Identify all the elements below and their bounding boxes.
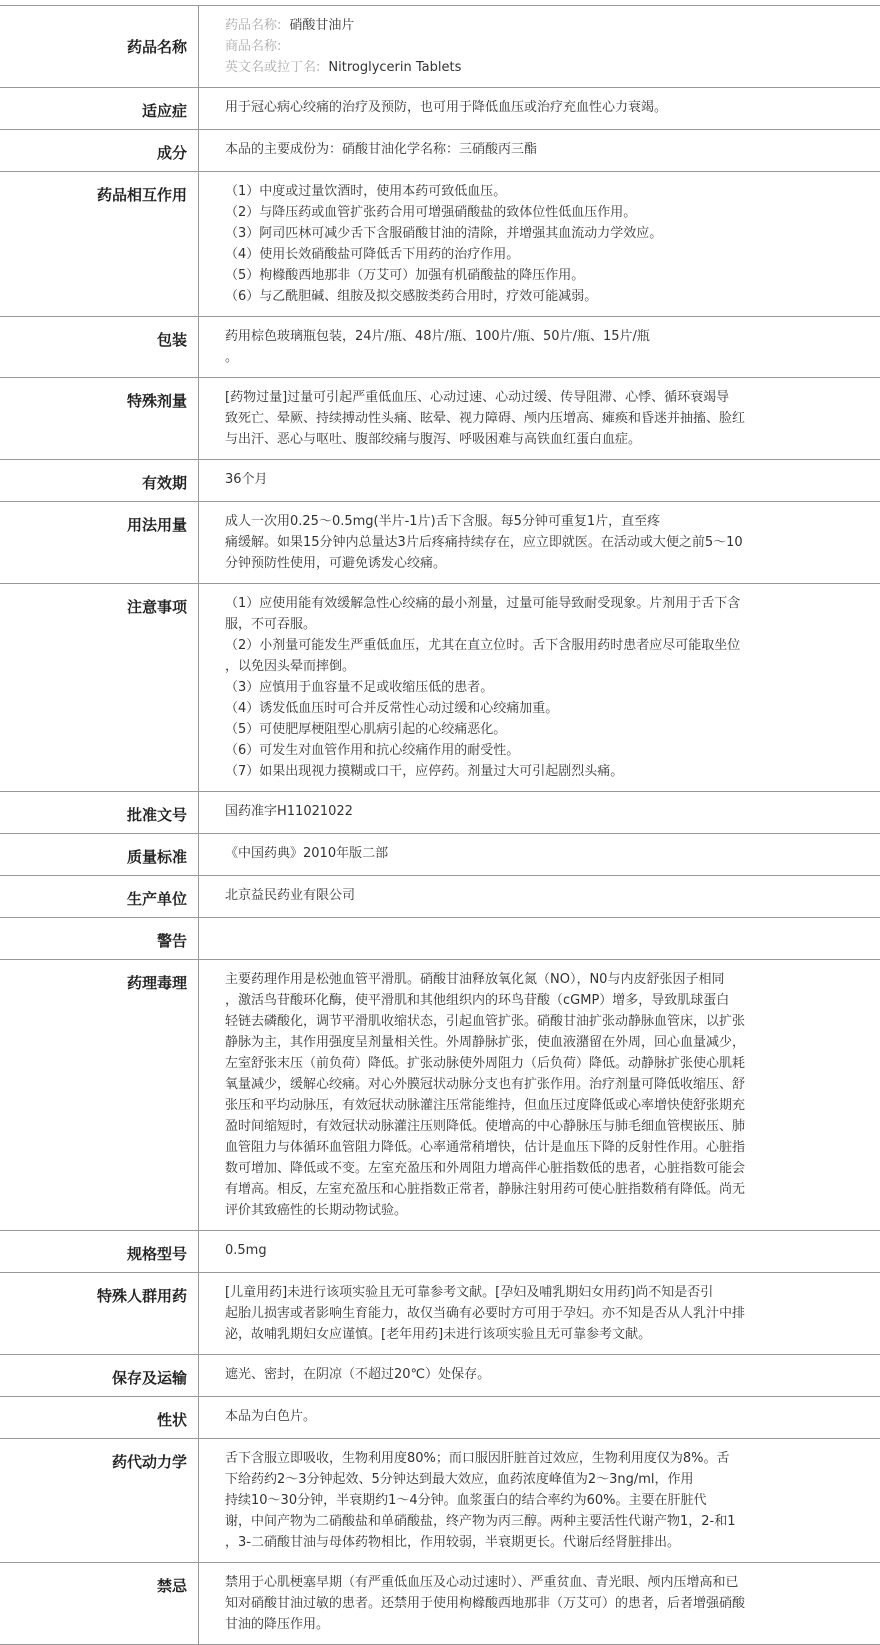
generic-name-line bbox=[225, 15, 800, 36]
row-value bbox=[199, 1231, 880, 1272]
row-value-line: 氧量减少，缓解心绞痛。对心外膜冠状动脉分支也有扩张作用。治疗剂量可降低收缩压、舒 bbox=[225, 1077, 746, 1092]
row-value-line: 盈时间缩短时，有效冠状动脉灌注压则降低。使增高的中心静脉压与肺毛细血管楔嵌压、肺 bbox=[225, 1119, 746, 1134]
row-value bbox=[199, 172, 880, 316]
row-label: 批准文号 bbox=[0, 792, 199, 833]
row-value-line: 主要药理作用是松弛血管平滑肌。硝酸甘油释放氧化氮（NO），N0与内皮舒张因子相同 bbox=[225, 972, 725, 987]
row-value-line: 用于冠心病心绞痛的治疗及预防，也可用于降低血压或治疗充血性心力衰竭。 bbox=[225, 100, 668, 115]
row-value-line: 禁用于心肌梗塞早期（有严重低血压及心动过速时）、严重贫血、青光眼、颅内压增高和已 bbox=[225, 1575, 739, 1590]
row-value-line: 甘油的降压作用。 bbox=[225, 1617, 330, 1632]
row-label: 包装 bbox=[0, 317, 199, 377]
row-value-line: 数可增加、降低或不变。左室充盈压和外周阻力增高伴心脏指数低的患者，心脏指数可能会 bbox=[225, 1161, 746, 1176]
row-label: 用法用量 bbox=[0, 502, 199, 583]
row-value-line: 36个月 bbox=[225, 472, 268, 487]
row-label: 药品相互作用 bbox=[0, 172, 199, 316]
english-name-key: 英文名或拉丁名: bbox=[225, 60, 321, 75]
row-value-line: 痛缓解。如果15分钟内总量达3片后疼痛持续存在，应立即就医。在活动或大便之前5～10 bbox=[225, 535, 743, 550]
row-value-line: （3）应慎用于血容量不足或收缩压低的患者。 bbox=[225, 680, 494, 695]
row-value bbox=[199, 1273, 880, 1354]
row-value bbox=[199, 584, 880, 791]
generic-name-key: 药品名称: bbox=[225, 18, 282, 33]
row-value bbox=[199, 317, 880, 377]
row-value-line: 起胎儿损害或者影响生育能力，故仅当确有必要时方可用于孕妇。亦不知是否从人乳汁中排 bbox=[225, 1306, 746, 1321]
row-label: 注意事项 bbox=[0, 584, 199, 791]
row-value-line: 泌，故哺乳期妇女应谨慎。[老年用药]未进行该项实验且无可靠参考文献。 bbox=[225, 1327, 652, 1342]
row-value-line: （2）与降压药或血管扩张药合用可增强硝酸盐的致体位性低血压作用。 bbox=[225, 205, 637, 220]
row-value-line: 本品为白色片。 bbox=[225, 1409, 317, 1424]
row-value bbox=[199, 792, 880, 833]
info-row bbox=[0, 172, 880, 317]
row-value-line: （4）诱发低血压时可合并反常性心动过缓和心绞痛加重。 bbox=[225, 701, 559, 716]
row-label: 禁忌 bbox=[0, 1563, 199, 1644]
row-value-line: 与出汗、恶心与呕吐、腹部绞痛与腹泻、呼吸困难与高铁血红蛋白血症。 bbox=[225, 432, 642, 447]
row-label: 药代动力学 bbox=[0, 1439, 199, 1562]
row-value-line: 致死亡、晕厥、持续搏动性头痛、眩晕、视力障碍、颅内压增高、瘫痪和昏迷并抽搐、脸红 bbox=[225, 411, 746, 426]
row-value-line: 。 bbox=[225, 350, 239, 365]
row-label: 成分 bbox=[0, 130, 199, 171]
row-value-line: 谢，中间产物为二硝酸盐和单硝酸盐，终产物为丙三醇。两种主要活性代谢产物1，2-和1 bbox=[225, 1514, 736, 1529]
row-value-line: 下给药约2～3分钟起效、5分钟达到最大效应，血药浓度峰值为2～3ng/ml，作用 bbox=[225, 1472, 694, 1487]
row-label: 警告 bbox=[0, 918, 199, 959]
row-value-line: （6）与乙酰胆碱、组胺及拟交感胺类药合用时，疗效可能减弱。 bbox=[225, 289, 598, 304]
row-value bbox=[199, 960, 880, 1230]
row-value-line: （6）可发生对血管作用和抗心绞痛作用的耐受性。 bbox=[225, 743, 520, 758]
row-value bbox=[199, 918, 880, 959]
row-value-line: 知对硝酸甘油过敏的患者。还禁用于使用枸橼酸西地那非（万艾可）的患者，后者增强硝酸 bbox=[225, 1596, 746, 1611]
info-row bbox=[0, 130, 880, 172]
row-label: 特殊剂量 bbox=[0, 378, 199, 459]
row-value bbox=[199, 876, 880, 917]
info-row bbox=[0, 1355, 880, 1397]
info-rows bbox=[0, 88, 880, 1645]
row-value bbox=[199, 834, 880, 875]
row-value-line: 成人一次用0.25～0.5mg(半片-1片)舌下含服。每5分钟可重复1片，直至疼 bbox=[225, 514, 661, 529]
row-value bbox=[199, 1355, 880, 1396]
row-label: 规格型号 bbox=[0, 1231, 199, 1272]
row-value bbox=[199, 88, 880, 129]
row-label: 性状 bbox=[0, 1397, 199, 1438]
row-value-line: 左室舒张末压（前负荷）降低。扩张动脉使外周阻力（后负荷）降低。动静脉扩张使心肌耗 bbox=[225, 1056, 746, 1071]
row-value bbox=[199, 1563, 880, 1644]
row-value-line: 服，不可吞服。 bbox=[225, 617, 317, 632]
trade-name-line bbox=[225, 36, 800, 57]
row-value-line: 药用棕色玻璃瓶包装，24片/瓶、48片/瓶、100片/瓶、50片/瓶、15片/瓶 bbox=[225, 329, 650, 344]
row-value-line: 舌下含服立即吸收，生物利用度80%；而口服因肝脏首过效应，生物利用度仅为8%。舌 bbox=[225, 1451, 730, 1466]
row-value-line: （7）如果出现视力摸糊或口干，应停药。剂量过大可引起剧烈头痛。 bbox=[225, 764, 624, 779]
drug-names-value bbox=[199, 6, 880, 87]
row-value-line: 本品的主要成份为：硝酸甘油化学名称：三硝酸丙三酯 bbox=[225, 142, 538, 157]
row-value-line: 遮光、密封，在阴凉（不超过20℃）处保存。 bbox=[225, 1367, 491, 1382]
row-value-line: （2）小剂量可能发生严重低血压，尤其在直立位时。舌下含服用药时患者应尽可能取坐位 bbox=[225, 638, 741, 653]
row-value-line bbox=[225, 927, 800, 948]
row-value-line: 分钟预防性使用，可避免诱发心绞痛。 bbox=[225, 556, 447, 571]
info-row bbox=[0, 918, 880, 960]
row-value-line: （3）阿司匹林可减少舌下含服硝酸甘油的清除，并增强其血流动力学效应。 bbox=[225, 226, 663, 241]
row-value-line: 持续10～30分钟，半衰期约1～4分钟。血浆蛋白的结合率约为60%。主要在肝脏代 bbox=[225, 1493, 707, 1508]
row-label: 生产单位 bbox=[0, 876, 199, 917]
info-row bbox=[0, 1273, 880, 1355]
info-row bbox=[0, 1439, 880, 1563]
info-row bbox=[0, 876, 880, 918]
info-row bbox=[0, 378, 880, 460]
info-row bbox=[0, 1397, 880, 1439]
info-row bbox=[0, 584, 880, 792]
english-name-value: Nitroglycerin Tablets bbox=[328, 60, 462, 75]
row-label: 质量标准 bbox=[0, 834, 199, 875]
row-value-line: 有增高。相反，左室充盈压和心脏指数正常者，静脉注射用药可使心脏指数稍有降低。尚无 bbox=[225, 1182, 746, 1197]
row-label: 保存及运输 bbox=[0, 1355, 199, 1396]
row-value-line: 轻链去磷酸化，调节平滑肌收缩状态，引起血管扩张。硝酸甘油扩张动静脉血管床，以扩张 bbox=[225, 1014, 746, 1029]
row-value-line: （5）枸橼酸西地那非（万艾可）加强有机硝酸盐的降压作用。 bbox=[225, 268, 585, 283]
info-row bbox=[0, 1563, 880, 1645]
drug-info-table bbox=[0, 5, 880, 1645]
row-label: 适应症 bbox=[0, 88, 199, 129]
row-value-line: （5）可使肥厚梗阻型心肌病引起的心绞痛恶化。 bbox=[225, 722, 507, 737]
row-value bbox=[199, 1397, 880, 1438]
row-value-line: 张压和平均动脉压，有效冠状动脉灌注压常能维持，但血压过度降低或心率增快使舒张期充 bbox=[225, 1098, 746, 1113]
info-row bbox=[0, 317, 880, 378]
row-value-line: 《中国药典》2010年版二部 bbox=[225, 846, 389, 861]
row-value-line: ，3-二硝酸甘油与母体药物相比，作用较弱，半衰期更长。代谢后经肾脏排出。 bbox=[225, 1535, 680, 1550]
row-value-line: [儿童用药]未进行该项实验且无可靠参考文献。[孕妇及哺乳期妇女用药]尚不知是否引 bbox=[225, 1285, 714, 1300]
row-value bbox=[199, 130, 880, 171]
trade-name-key: 商品名称: bbox=[225, 39, 282, 54]
english-name-line bbox=[225, 57, 800, 78]
info-row bbox=[0, 792, 880, 834]
row-label: 特殊人群用药 bbox=[0, 1273, 199, 1354]
info-row bbox=[0, 1231, 880, 1273]
row-value-line: 北京益民药业有限公司 bbox=[225, 888, 356, 903]
row-value bbox=[199, 1439, 880, 1562]
generic-name-value: 硝酸甘油片 bbox=[289, 18, 355, 33]
row-drug-names bbox=[0, 6, 880, 88]
row-value bbox=[199, 502, 880, 583]
info-row bbox=[0, 88, 880, 130]
row-value-line: 0.5mg bbox=[225, 1243, 267, 1258]
row-value-line: （1）应使用能有效缓解急性心绞痛的最小剂量，过量可能导致耐受现象。片剂用于舌下含 bbox=[225, 596, 741, 611]
info-row bbox=[0, 960, 880, 1231]
row-value-line: （1）中度或过量饮酒时，使用本药可致低血压。 bbox=[225, 184, 507, 199]
row-value-line: ，激活鸟苷酸环化酶，使平滑肌和其他组织内的环鸟苷酸（cGMP）增多，导致肌球蛋白 bbox=[225, 993, 730, 1008]
row-value-line: 静脉为主，其作用强度呈剂量相关性。外周静脉扩张，使血液潴留在外周，回心血量减少， bbox=[225, 1035, 746, 1050]
row-value-line: 血管阻力与体循环血管阻力降低。心率通常稍增快，估计是血压下降的反射性作用。心脏指 bbox=[225, 1140, 746, 1155]
info-row bbox=[0, 834, 880, 876]
row-value bbox=[199, 460, 880, 501]
info-row bbox=[0, 460, 880, 502]
info-row bbox=[0, 502, 880, 584]
row-label: 药理毒理 bbox=[0, 960, 199, 1230]
row-value-line: 评价其致癌性的长期动物试验。 bbox=[225, 1203, 408, 1218]
row-value-line: （4）使用长效硝酸盐可降低舌下用药的治疗作用。 bbox=[225, 247, 520, 262]
row-value-line: 国药准字H11021022 bbox=[225, 804, 353, 819]
row-value bbox=[199, 378, 880, 459]
row-label: 有效期 bbox=[0, 460, 199, 501]
row-value-line: ，以免因头晕而摔倒。 bbox=[225, 659, 356, 674]
row-label: 药品名称 bbox=[0, 6, 199, 87]
row-value-line: [药物过量]过量可引起严重低血压、心动过速、心动过缓、传导阻滞、心悸、循环衰竭导 bbox=[225, 390, 730, 405]
